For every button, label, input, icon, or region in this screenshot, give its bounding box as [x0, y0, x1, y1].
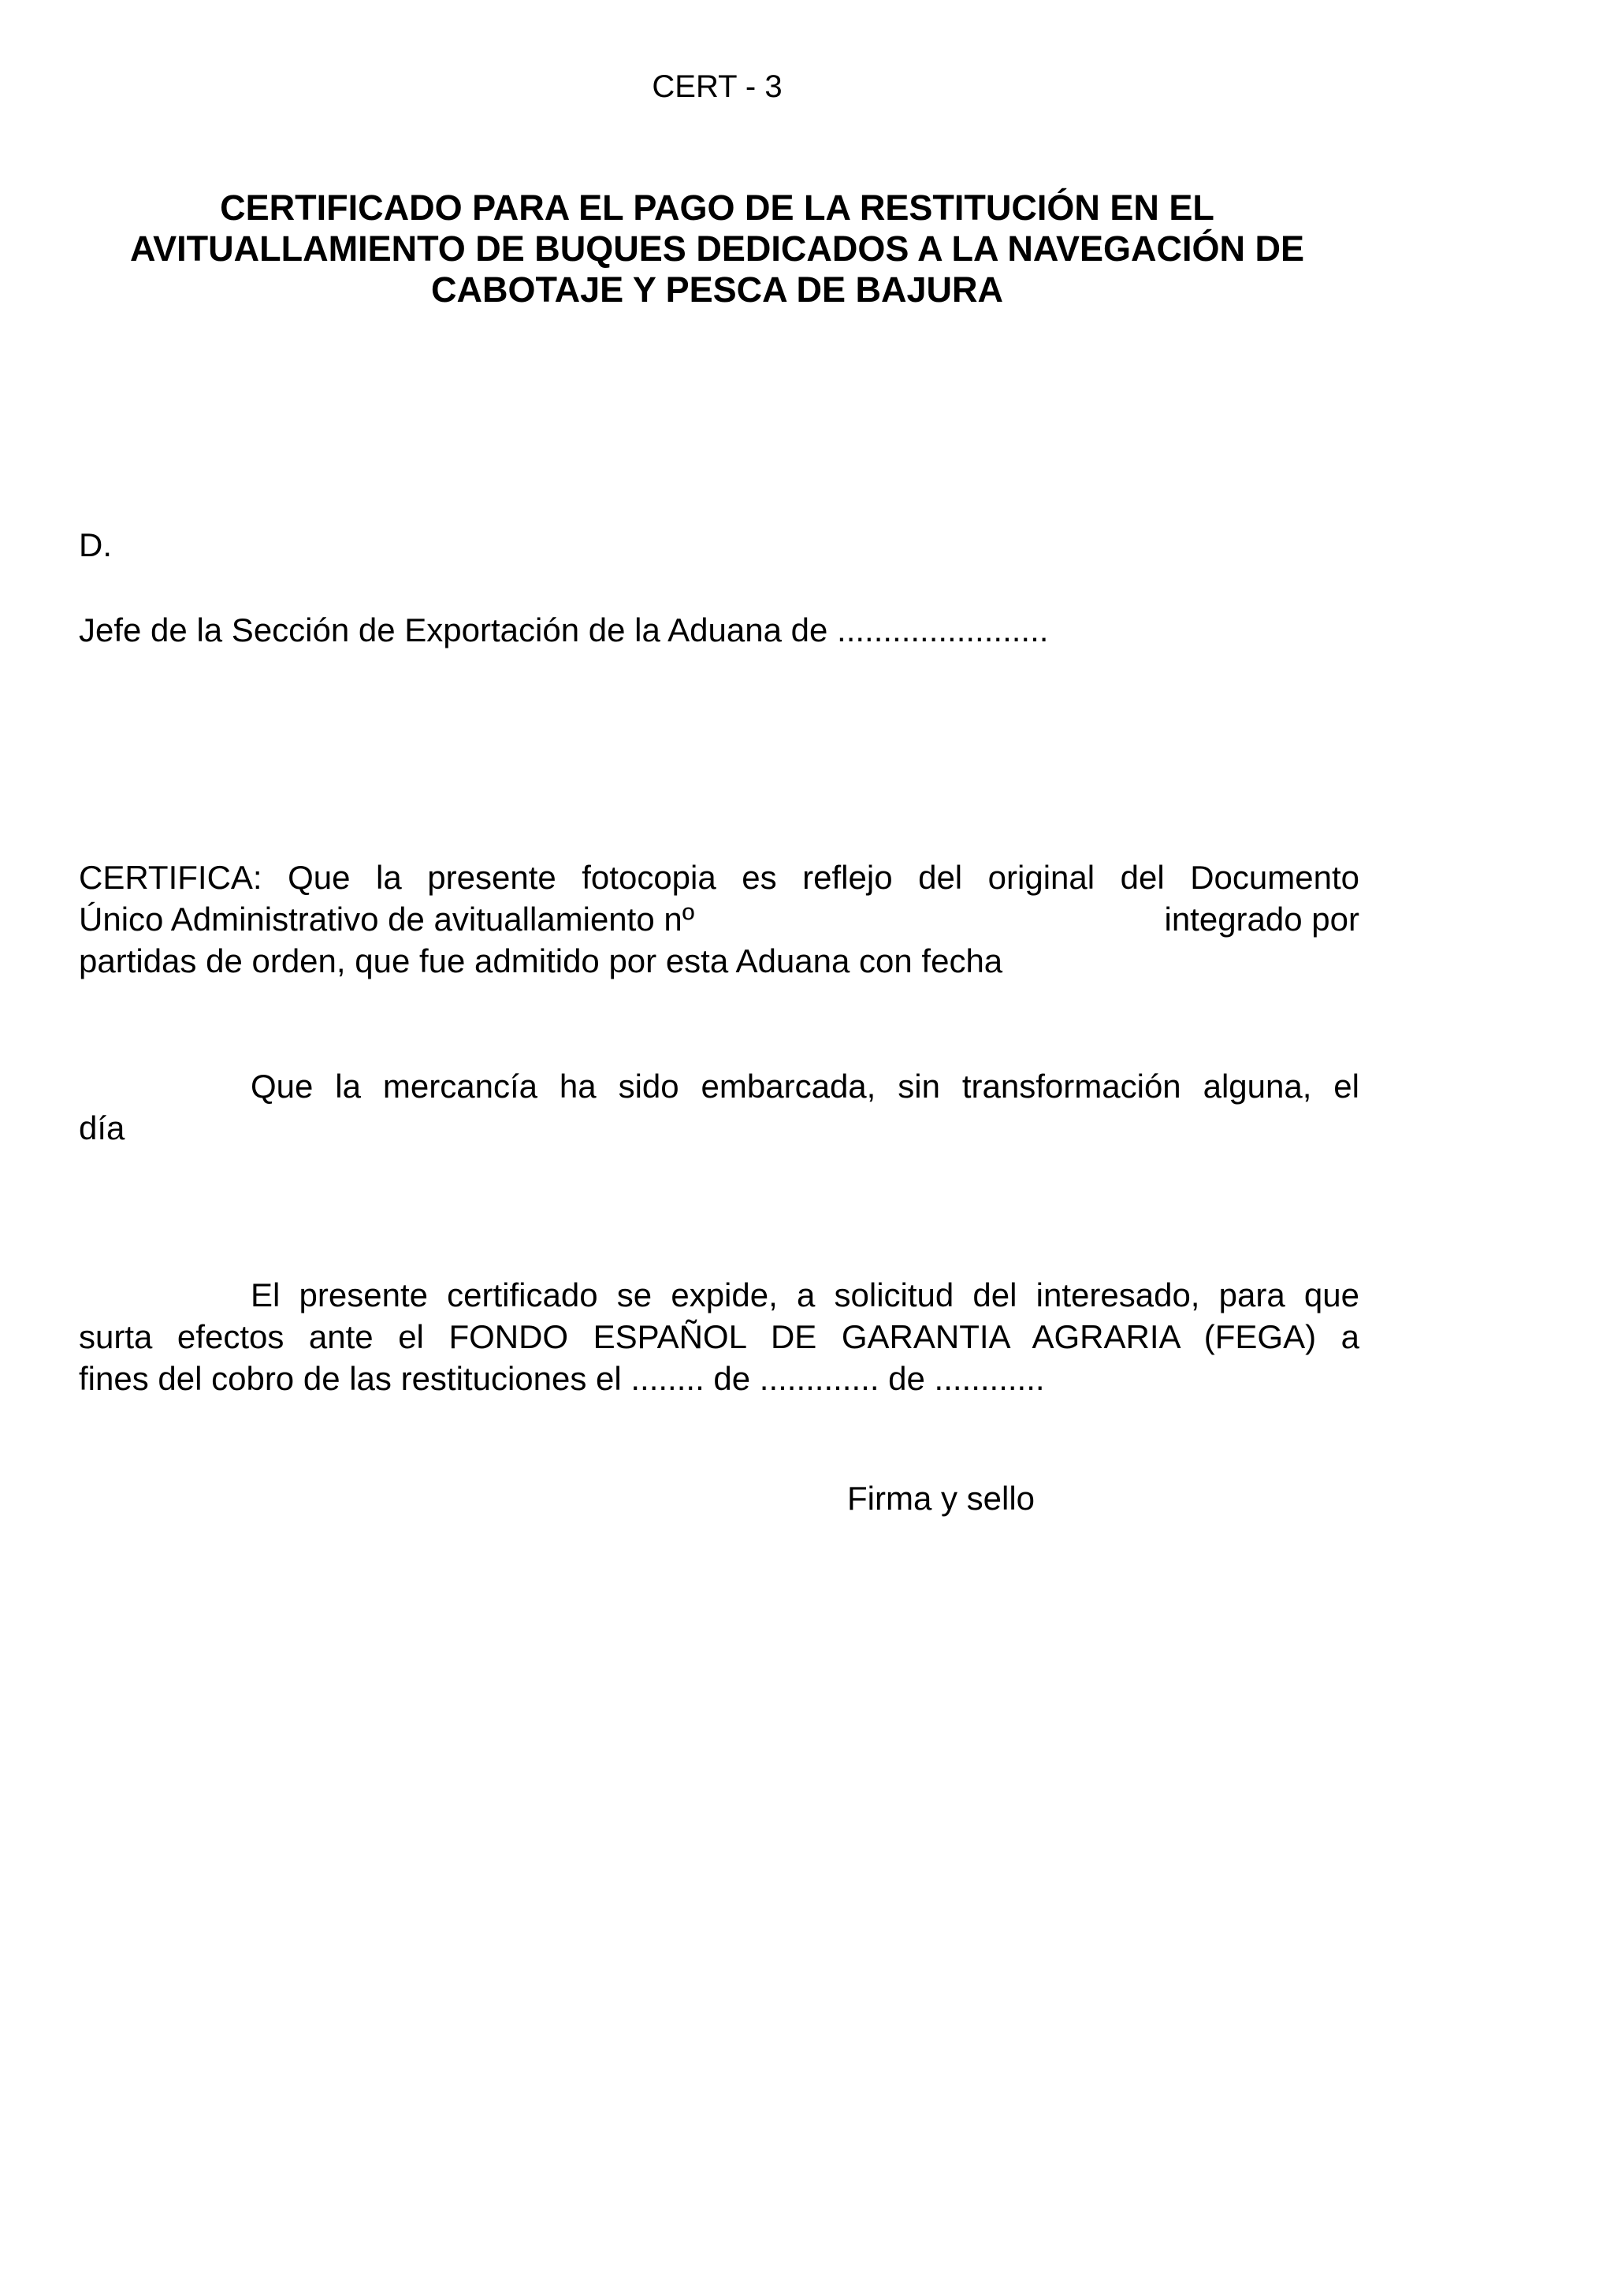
embarque-line-2: día	[79, 1109, 125, 1146]
expedicion-line-2: surta efectos ante el FONDO ESPAÑOL DE GARANTIA AGRARIA (FEGA) a	[79, 1318, 1359, 1355]
embarque-paragraph	[79, 1065, 1359, 1149]
title-line-3: CABOTAJE Y PESCA DE BAJURA	[431, 269, 1003, 310]
addressee-line: D.	[79, 526, 112, 563]
expedicion-paragraph	[79, 1274, 1359, 1399]
embarque-line-1: Que la mercancía ha sido embarcada, sin transformación alguna, el	[251, 1068, 1359, 1105]
title-line-2: AVITUALLAMIENTO DE BUQUES DEDICADOS A LA NAVEGACIÓN DE	[129, 228, 1305, 269]
certifica-line-1: CERTIFICA: Que la presente fotocopia es reflejo del original del Documento	[79, 859, 1359, 896]
certifica-line-2-left: Único Administrativo de avituallamiento nº	[79, 901, 695, 938]
certifica-line-2-right: integrado por	[1164, 901, 1359, 938]
expedicion-line-3: fines del cobro de las restituciones el ........ de ............. de ............	[79, 1360, 1045, 1397]
title-line-1: CERTIFICADO PARA EL PAGO DE LA RESTITUCIÓN EN EL	[220, 188, 1214, 228]
certifica-line-3: partidas de orden, que fue admitido por esta Aduana con fecha	[79, 942, 1003, 979]
document-title	[79, 188, 1355, 310]
form-code: CERT - 3	[652, 69, 783, 104]
certifica-line-2	[79, 898, 1359, 940]
expedicion-line-1: El presente certificado se expide, a solicitud del interesado, para que	[251, 1276, 1359, 1313]
certifica-paragraph	[79, 856, 1359, 982]
role-line: Jefe de la Sección de Exportación de la Aduana de .......................	[79, 611, 1049, 648]
signature-label: Firma y sello	[847, 1480, 1036, 1517]
